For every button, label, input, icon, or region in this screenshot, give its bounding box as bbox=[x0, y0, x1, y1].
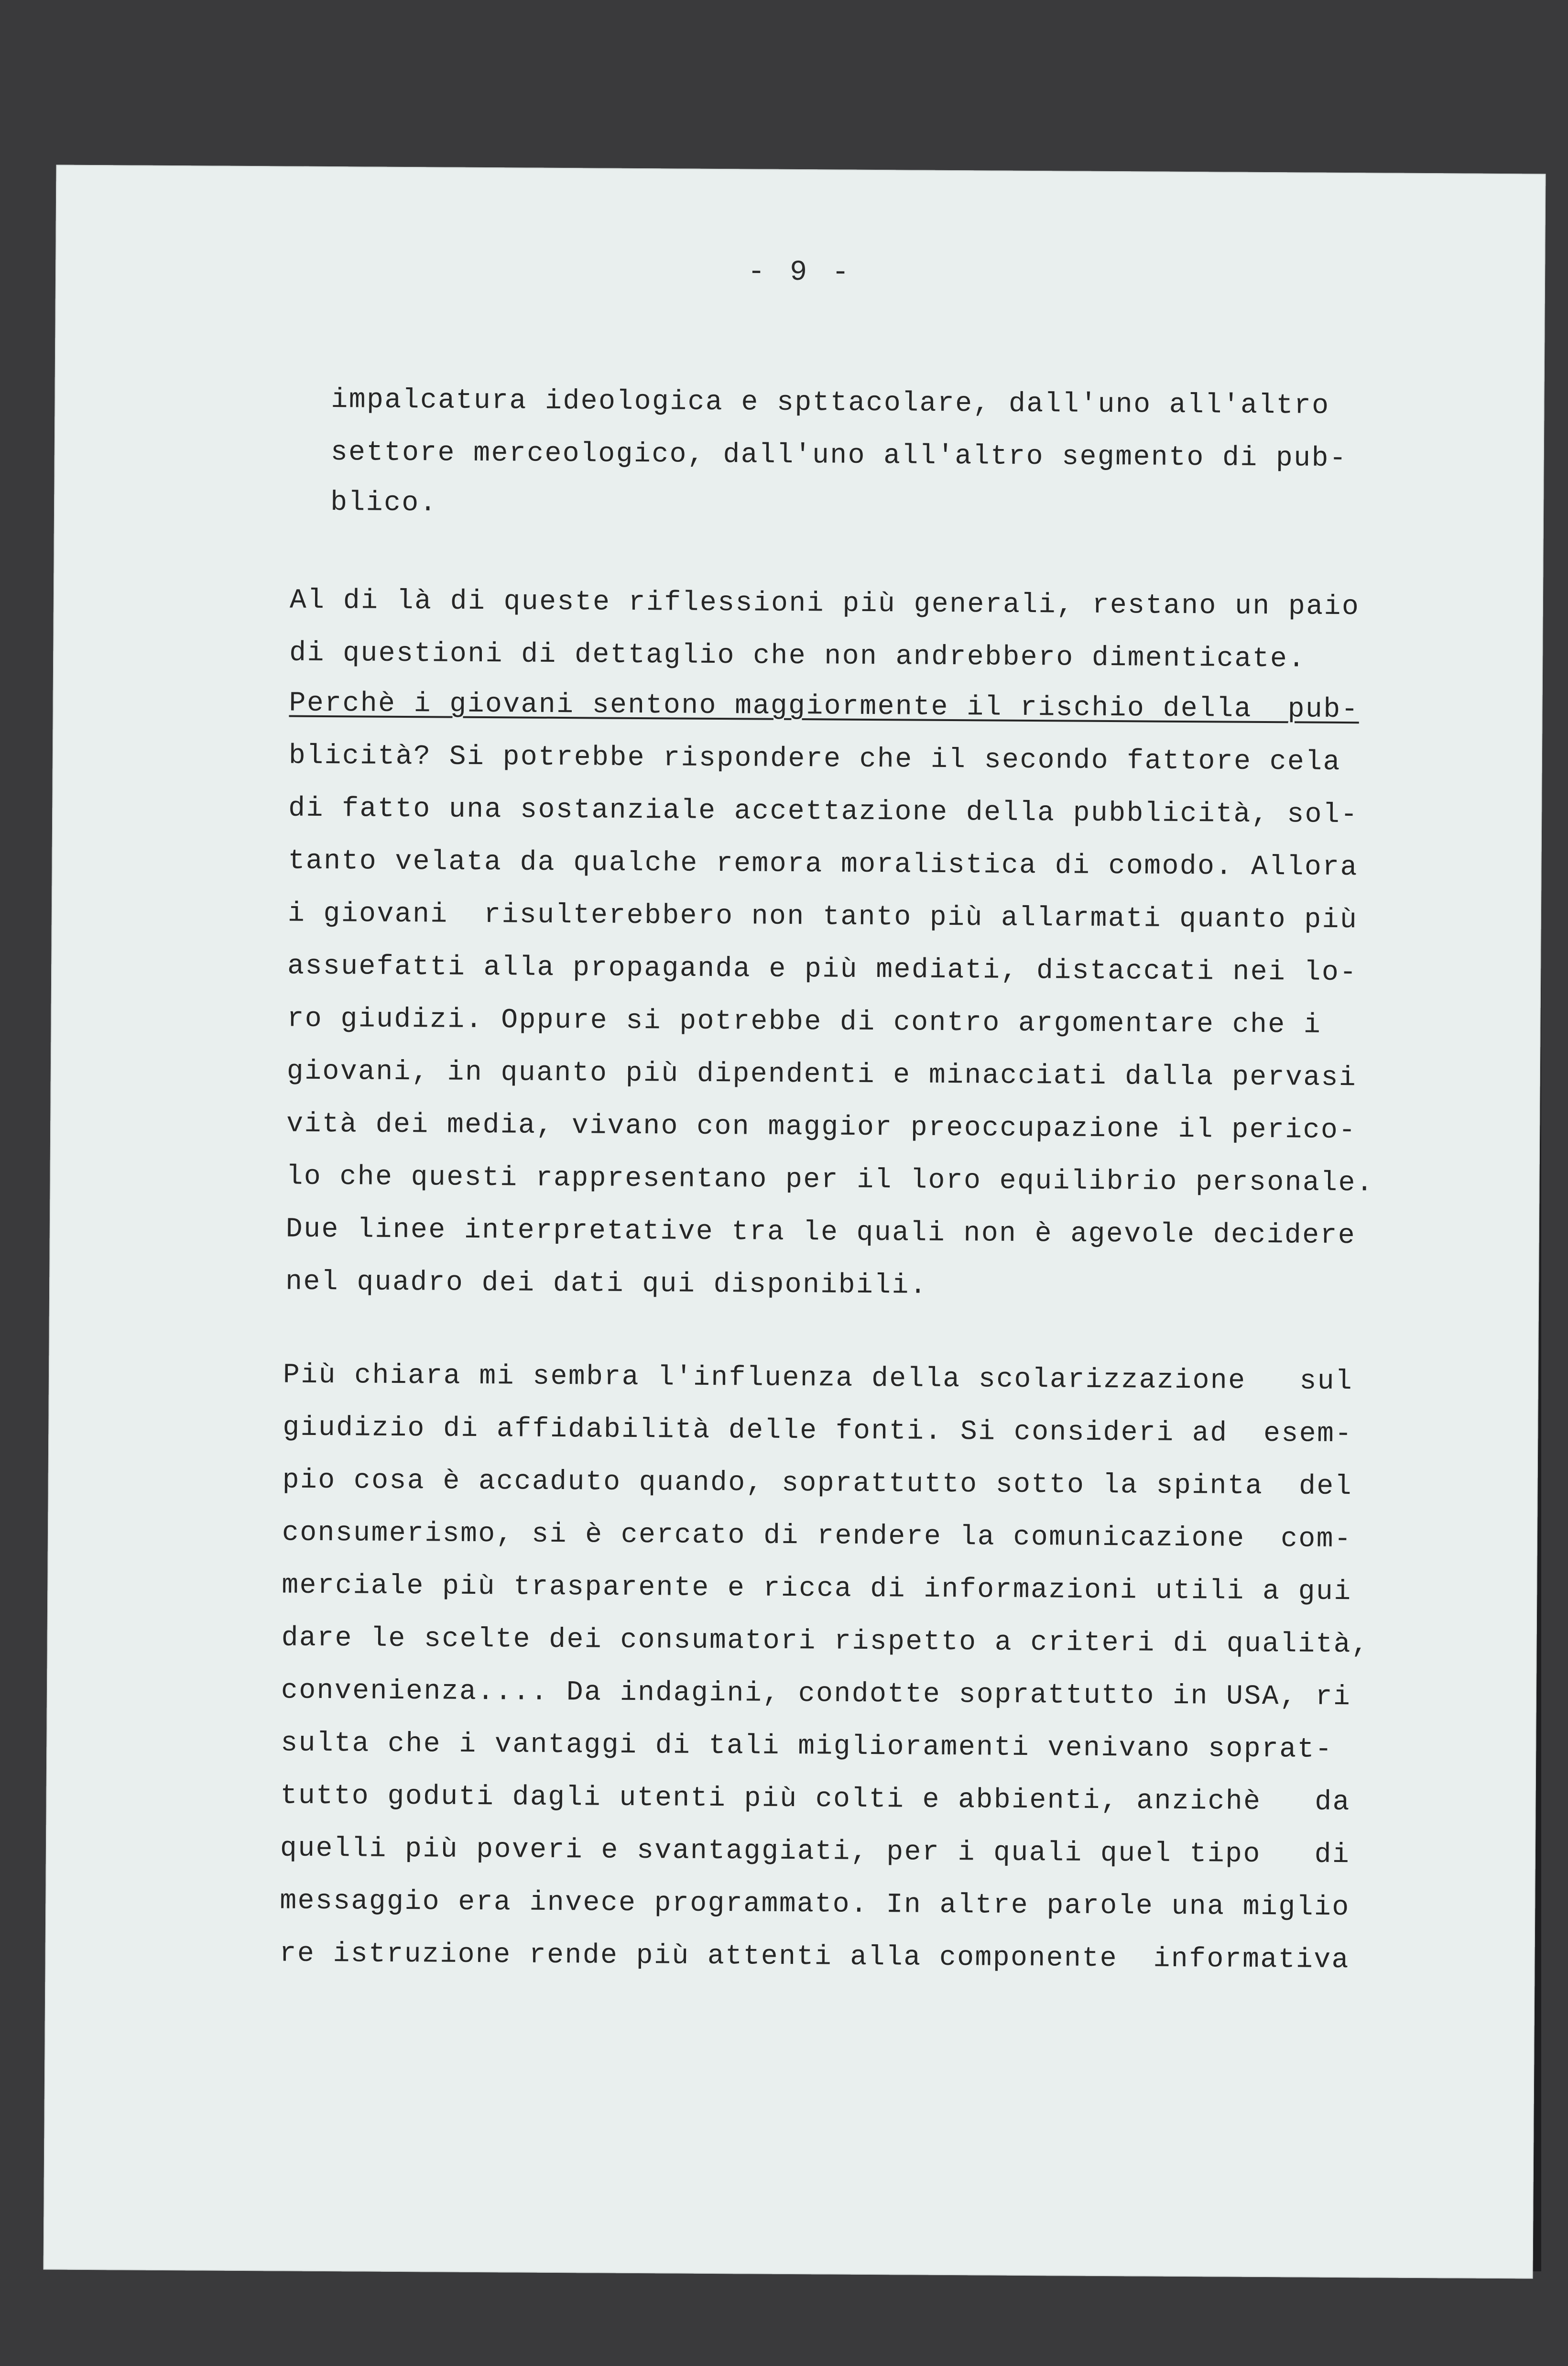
text-line: re istruzione rende più attenti alla componente informativa bbox=[279, 1938, 1350, 1976]
text-line: sulta che i vantaggi di tali miglioramenti venivano soprat- bbox=[281, 1728, 1333, 1765]
text-line: quelli più poveri e svantaggiati, per i quali quel tipo di bbox=[280, 1833, 1350, 1871]
text-line: merciale più trasparente e ricca di informazioni utili a gui bbox=[282, 1570, 1352, 1608]
text-line: Più chiara mi sembra l'influenza della scolarizzazione sul bbox=[283, 1359, 1353, 1398]
text-line: Al di là di queste riflessioni più generali, restano un paio bbox=[289, 585, 1360, 623]
page-number: - 9 - bbox=[747, 256, 853, 289]
text-line: di questioni di dettaglio che non andrebbero dimenticate. bbox=[289, 637, 1306, 675]
text-line: consumerismo, si è cercato di rendere la comunicazione com- bbox=[282, 1517, 1352, 1555]
text-line: vità dei media, vivano con maggior preoccupazione il perico- bbox=[286, 1108, 1357, 1147]
text-line: assuefatti alla propaganda e più mediati, distaccati nei lo- bbox=[287, 951, 1358, 989]
text-line: pio cosa è accaduto quando, soprattutto sotto la spinta del bbox=[282, 1465, 1353, 1503]
text-line: ro giudizi. Oppure si potrebbe di contro argomentare che i bbox=[287, 1003, 1322, 1041]
text-line bbox=[289, 690, 1359, 724]
text-line: dare le scelte dei consumatori rispetto a criteri di qualità, bbox=[281, 1622, 1370, 1661]
text-line: settore merceologico, dall'uno all'altro segmento di pub- bbox=[330, 437, 1348, 475]
text-line: nel quadro dei dati qui disponibili. bbox=[285, 1266, 928, 1302]
text-line: impalcatura ideologica e spttacolare, dall'uno all'altro bbox=[331, 384, 1330, 422]
text-line: Due linee interpretative tra le quali non è agevole decidere bbox=[285, 1214, 1356, 1252]
text-line: di fatto una sostanziale accettazione della pubblicità, sol- bbox=[288, 793, 1359, 831]
body-text bbox=[44, 165, 1546, 2279]
underlined-phrase: Perchè i giovani sentono maggiormente il rischio della pub- bbox=[289, 688, 1360, 726]
text-line: messaggio era invece programmato. In altre parole una miglio bbox=[280, 1885, 1350, 1924]
text-line: convenienza.... Da indagini, condotte soprattutto in USA, ri bbox=[281, 1675, 1351, 1713]
text-line: giudizio di affidabilità delle fonti. Si consideri ad esem- bbox=[283, 1412, 1353, 1450]
text-line: giovani, in quanto più dipendenti e minacciati dalla pervasi bbox=[286, 1056, 1357, 1094]
text-line: i giovani risulterebbero non tanto più allarmati quanto più bbox=[287, 898, 1358, 936]
text-line: tutto goduti dagli utenti più colti e abbienti, anzichè da bbox=[280, 1780, 1351, 1818]
text-line: lo che questi rappresentano per il loro equilibrio personale. bbox=[286, 1161, 1374, 1199]
text-line: tanto velata da qualche remora moralistica di comodo. Allora bbox=[288, 845, 1359, 884]
text-line: blicità? Si potrebbe rispondere che il secondo fattore cela bbox=[288, 740, 1341, 778]
text-line: blico. bbox=[330, 487, 438, 519]
typed-page bbox=[44, 165, 1546, 2279]
